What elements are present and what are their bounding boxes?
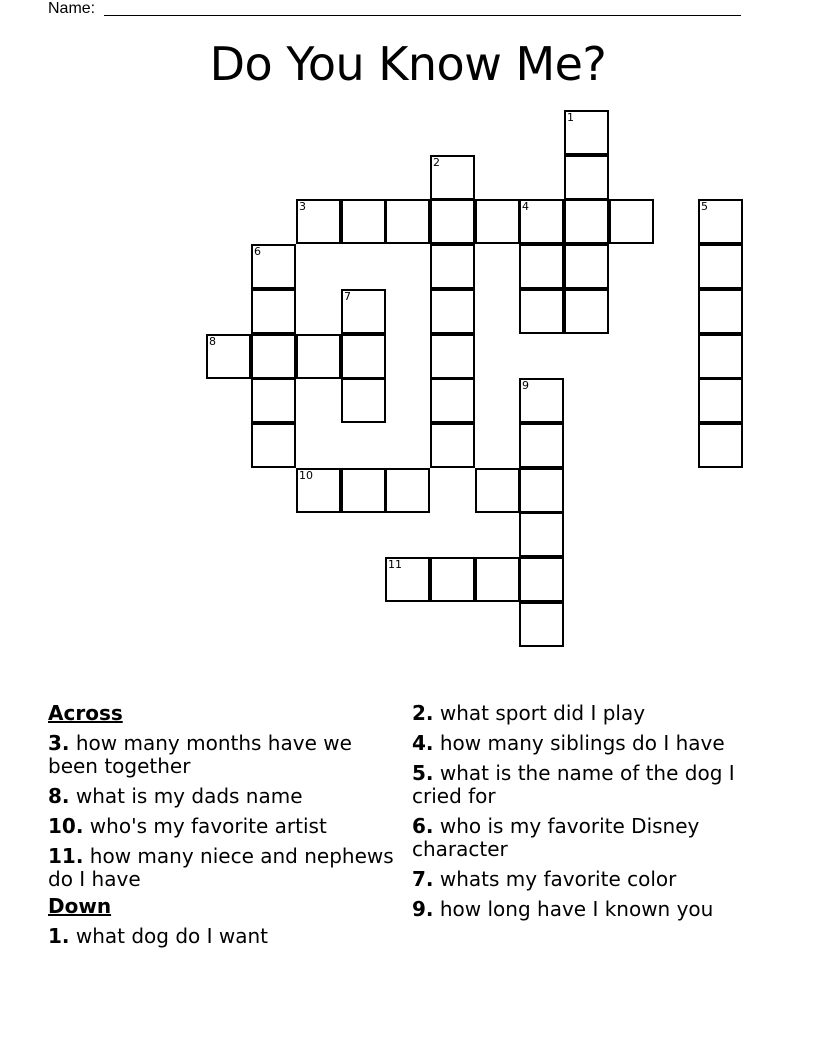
- clue-number-label: 5: [701, 200, 708, 213]
- clue-number: 3.: [48, 731, 70, 755]
- grid-cell[interactable]: [475, 468, 520, 513]
- clue-number: 10.: [48, 814, 84, 838]
- grid-cell[interactable]: [519, 378, 564, 423]
- grid-cell[interactable]: [519, 602, 564, 647]
- grid-cell[interactable]: [296, 468, 341, 513]
- clue-number-label: 2: [433, 156, 440, 169]
- grid-cell[interactable]: [296, 334, 341, 379]
- clue-down-4: [412, 732, 762, 755]
- down-heading: Down: [48, 894, 112, 918]
- grid-cell[interactable]: [385, 468, 430, 513]
- grid-cell[interactable]: [519, 423, 564, 468]
- clue-down-7: [412, 868, 762, 891]
- clues-left-column: [48, 702, 398, 955]
- clue-text: how long have I known you: [439, 897, 714, 921]
- clues-right-column: [412, 702, 762, 928]
- grid-cell[interactable]: [430, 423, 475, 468]
- across-heading: Across: [48, 701, 123, 725]
- grid-cell[interactable]: [564, 110, 609, 155]
- clue-down-2: [412, 702, 762, 725]
- clue-number: 7.: [412, 867, 434, 891]
- grid-cell[interactable]: [609, 199, 654, 244]
- clue-across-3: [48, 732, 398, 778]
- grid-cell[interactable]: [430, 557, 475, 602]
- clue-number: 4.: [412, 731, 434, 755]
- grid-cell[interactable]: [251, 378, 296, 423]
- clue-down-6: [412, 815, 762, 861]
- clue-text: what is my dads name: [75, 784, 303, 808]
- grid-cell[interactable]: [564, 199, 609, 244]
- grid-cell[interactable]: [206, 334, 251, 379]
- clue-text: what sport did I play: [439, 701, 646, 725]
- grid-cell[interactable]: [296, 199, 341, 244]
- clue-number-label: 4: [522, 200, 529, 213]
- grid-cell[interactable]: [475, 199, 520, 244]
- clue-number-label: 8: [209, 335, 216, 348]
- clue-across-10: [48, 815, 398, 838]
- clue-number: 5.: [412, 761, 434, 785]
- clue-number-label: 1: [567, 111, 574, 124]
- grid-cell[interactable]: [430, 378, 475, 423]
- grid-cell[interactable]: [564, 155, 609, 200]
- grid-cell[interactable]: [341, 334, 386, 379]
- grid-cell[interactable]: [519, 199, 564, 244]
- grid-cell[interactable]: [251, 244, 296, 289]
- clue-number: 11.: [48, 844, 84, 868]
- clue-text: how many siblings do I have: [439, 731, 725, 755]
- clue-down-5: [412, 762, 762, 808]
- grid-cell[interactable]: [430, 155, 475, 200]
- clue-number: 2.: [412, 701, 434, 725]
- grid-cell[interactable]: [251, 289, 296, 334]
- clue-number-label: 3: [299, 200, 306, 213]
- grid-cell[interactable]: [475, 557, 520, 602]
- grid-cell[interactable]: [698, 423, 743, 468]
- clue-down-9: [412, 898, 762, 921]
- grid-cell[interactable]: [519, 289, 564, 334]
- grid-cell[interactable]: [519, 512, 564, 557]
- grid-cell[interactable]: [564, 244, 609, 289]
- grid-cell[interactable]: [698, 378, 743, 423]
- page-title: Do You Know Me?: [209, 37, 607, 91]
- clue-text: who's my favorite artist: [89, 814, 327, 838]
- grid-cell[interactable]: [251, 423, 296, 468]
- clue-number: 8.: [48, 784, 70, 808]
- grid-cell[interactable]: [251, 334, 296, 379]
- grid-cell[interactable]: [430, 289, 475, 334]
- clue-number: 1.: [48, 924, 70, 948]
- clue-across-11: [48, 845, 398, 891]
- clue-number-label: 9: [522, 379, 529, 392]
- grid-cell[interactable]: [698, 244, 743, 289]
- clue-text: what is the name of the dog I cried for: [412, 761, 735, 808]
- grid-cell[interactable]: [519, 557, 564, 602]
- clue-number-label: 10: [299, 469, 313, 482]
- grid-cell[interactable]: [385, 557, 430, 602]
- grid-cell[interactable]: [341, 289, 386, 334]
- grid-cell[interactable]: [341, 378, 386, 423]
- grid-cell[interactable]: [698, 334, 743, 379]
- clue-text: how many niece and nephews do I have: [48, 844, 394, 891]
- clue-number: 6.: [412, 814, 434, 838]
- grid-cell[interactable]: [430, 199, 475, 244]
- grid-cell[interactable]: [698, 199, 743, 244]
- clue-text: whats my favorite color: [439, 867, 677, 891]
- clue-number: 9.: [412, 897, 434, 921]
- grid-cell[interactable]: [341, 199, 386, 244]
- clue-number-label: 6: [254, 245, 261, 258]
- clue-text: what dog do I want: [75, 924, 269, 948]
- grid-cell[interactable]: [385, 199, 430, 244]
- grid-cell[interactable]: [519, 244, 564, 289]
- grid-cell[interactable]: [341, 468, 386, 513]
- clue-text: who is my favorite Disney character: [412, 814, 700, 861]
- clue-text: how many months have we been together: [48, 731, 352, 778]
- grid-cell[interactable]: [430, 334, 475, 379]
- grid-cell[interactable]: [698, 289, 743, 334]
- grid-cell[interactable]: [564, 289, 609, 334]
- clue-number-label: 11: [388, 558, 402, 571]
- grid-cell[interactable]: [519, 468, 564, 513]
- grid-cell[interactable]: [430, 244, 475, 289]
- name-label: Name:: [48, 0, 96, 17]
- clue-down-1: [48, 925, 398, 948]
- clue-number-label: 7: [344, 290, 351, 303]
- clue-across-8: [48, 785, 398, 808]
